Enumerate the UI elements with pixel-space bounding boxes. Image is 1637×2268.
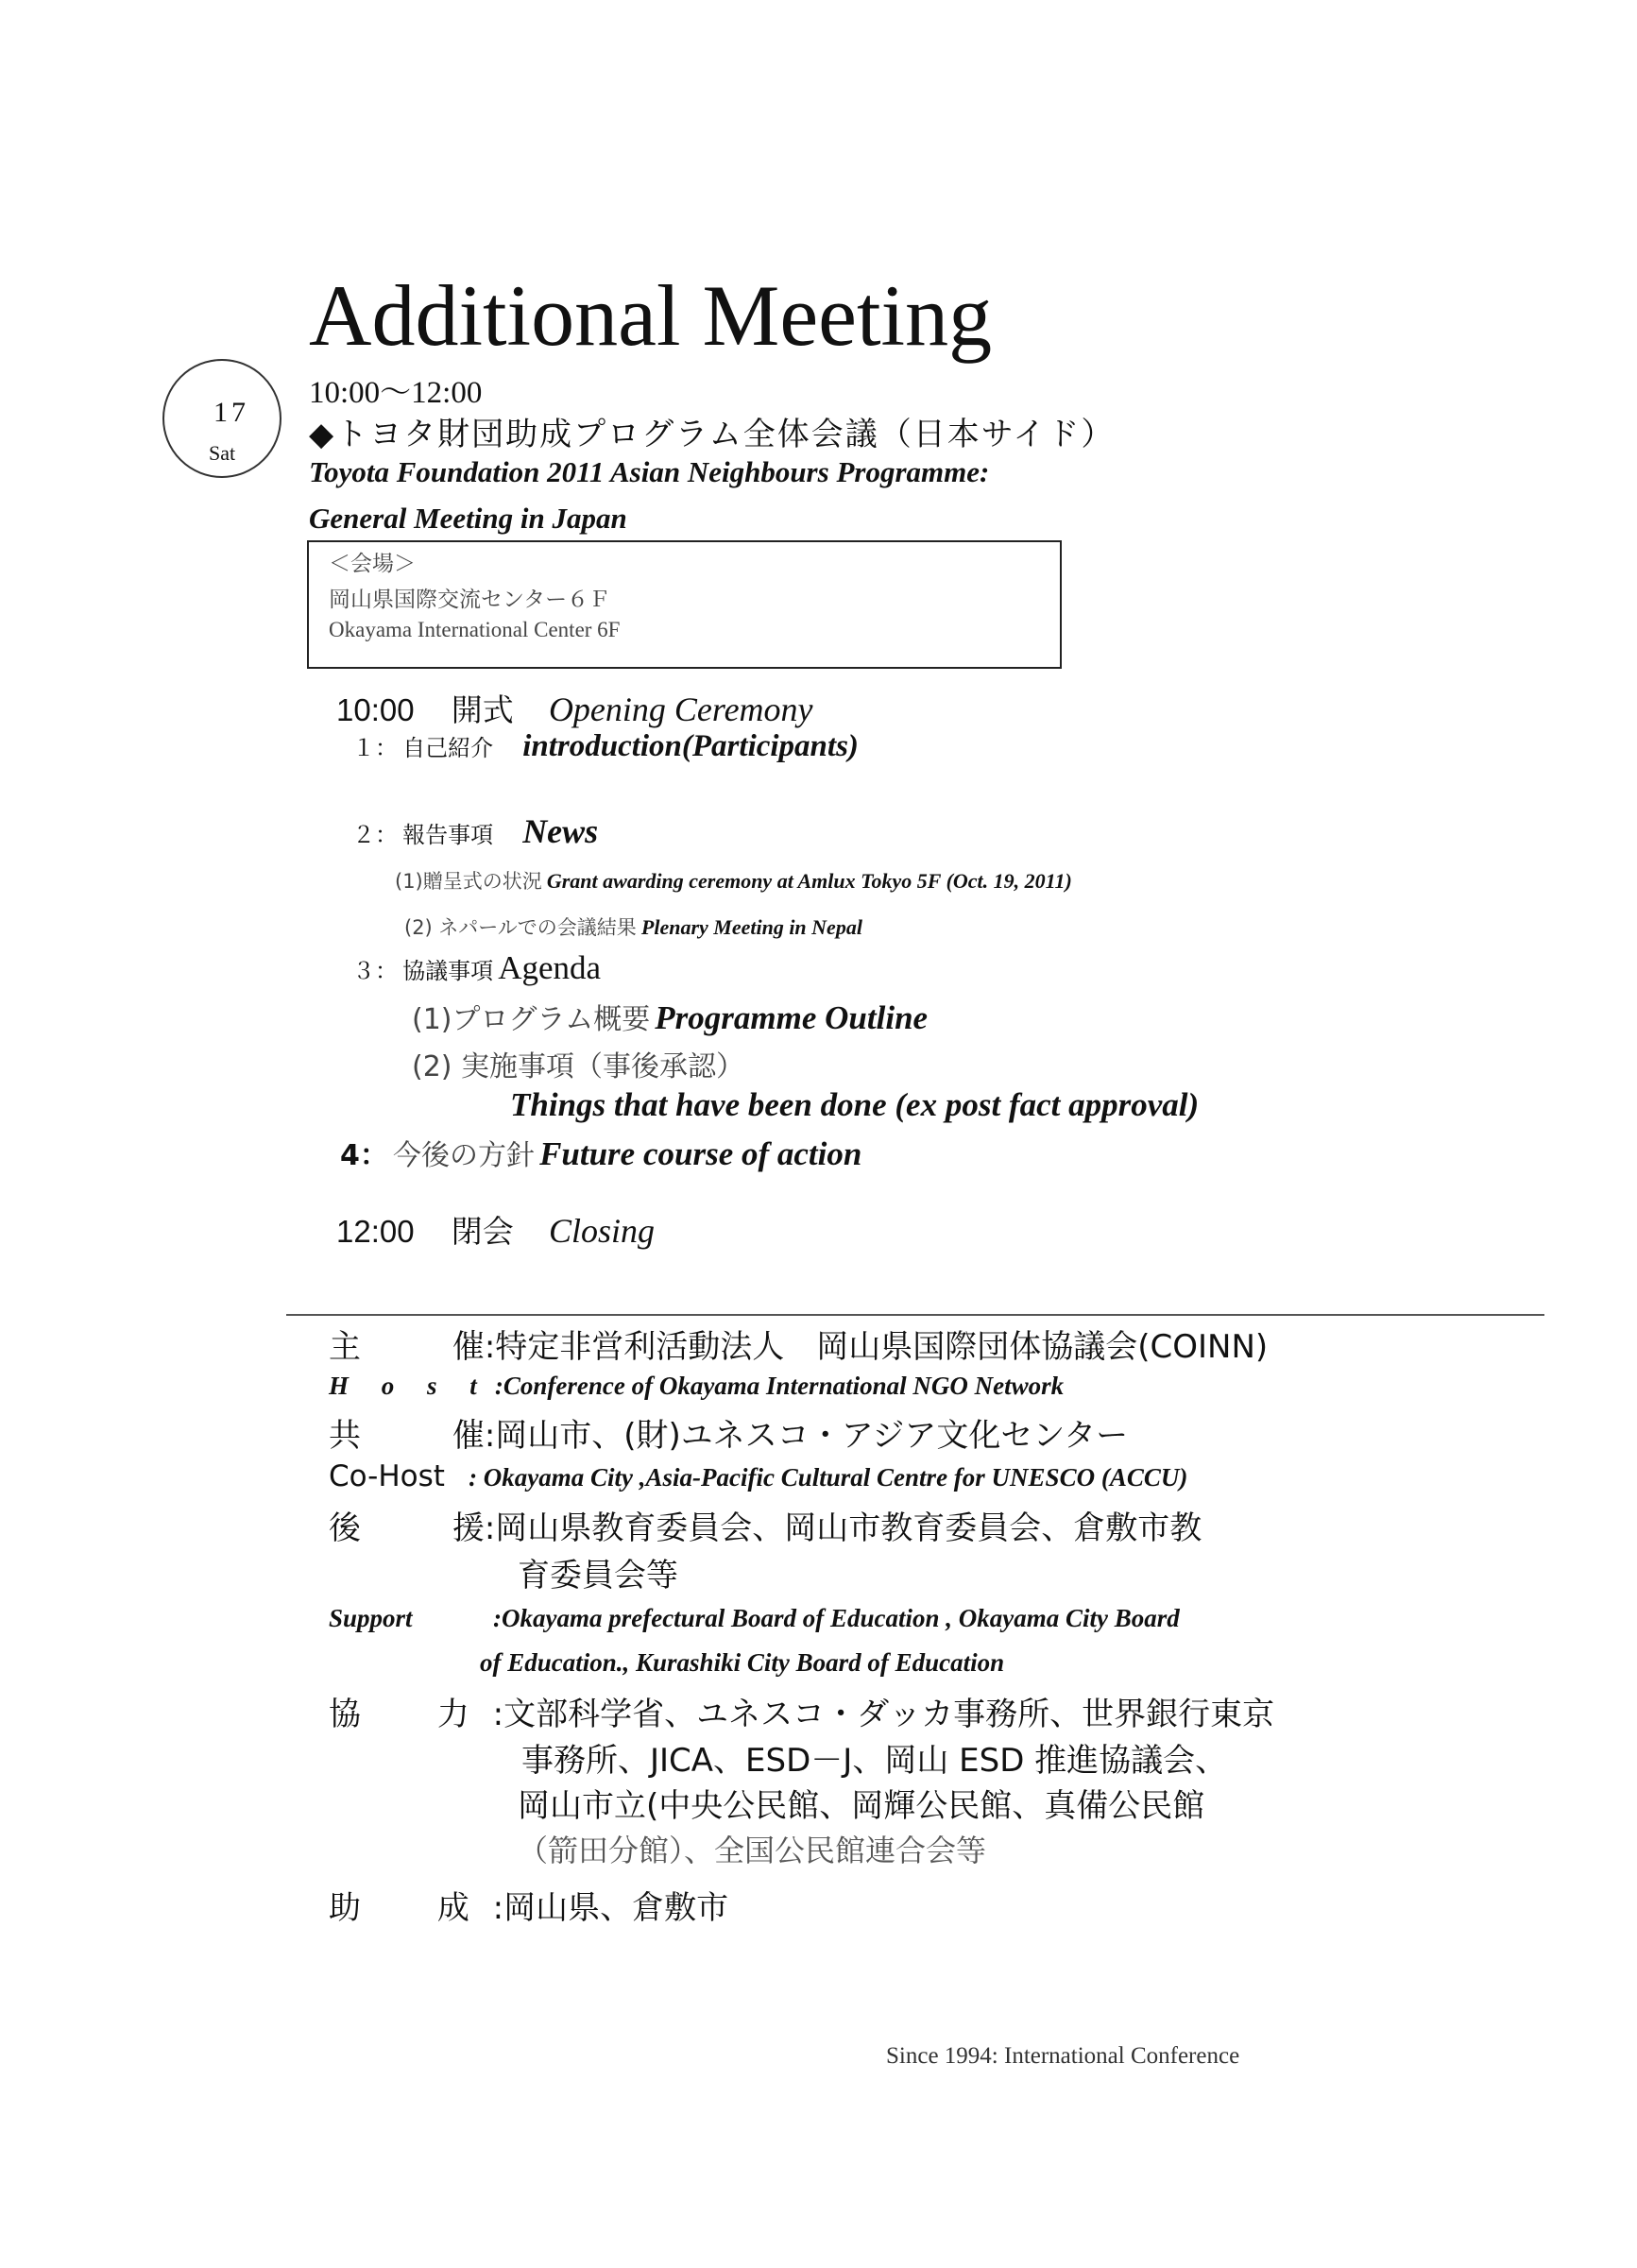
page-title: Additional Meeting (309, 267, 993, 364)
item1-en: introduction(Participants) (522, 729, 859, 763)
item2-num: ２： (352, 822, 398, 848)
item4-num: 4： (340, 1139, 388, 1172)
closing-en: Closing (548, 1212, 655, 1250)
cohost-label-jp2: 催 (452, 1417, 485, 1455)
opening-en: Opening Ceremony (548, 691, 813, 728)
item2-sub1-en: Grant awarding ceremony at Amlux Tokyo 5F (Oct. 19, 2011) (546, 869, 1072, 893)
grant-label-jp: 助 (329, 1889, 361, 1927)
venue-en: Okayama International Center 6F (329, 618, 621, 641)
cohost-jp: :岡山市、(財)ユネスコ・アジア文化センター (484, 1417, 1129, 1455)
item4-jp: 今後の方針 (392, 1139, 535, 1172)
venue-jp: 岡山県国際交流センター６Ｆ (329, 588, 611, 611)
support-label-jp2: 援 (452, 1509, 485, 1547)
support-en-line1: :Okayama prefectural Board of Education , Okayama City Board (493, 1604, 1180, 1632)
item2-sub2 (404, 912, 862, 941)
host-label-jp2: 催 (452, 1328, 485, 1366)
host-row-jp (329, 1321, 1268, 1367)
support-jp-line2: 育委員会等 (518, 1557, 678, 1594)
item3-sub1-jp: (1)プログラム概要 (412, 1003, 651, 1036)
event-title-en-line1: Toyota Foundation 2011 Asian Neighbours Programme: (309, 455, 990, 488)
agenda-item-3 (352, 949, 601, 987)
cohost-row-jp (329, 1409, 1128, 1456)
coop-jp-line3: 岡山市立(中央公民館、岡輝公民館、真備公民館 (518, 1787, 1205, 1825)
coop-row-jp (329, 1688, 1274, 1734)
agenda-item-4 (340, 1132, 861, 1173)
footer-note: Since 1994: International Conference (886, 2043, 1240, 2069)
date-day: 17 (213, 397, 249, 428)
cohost-label-jp: 共 (329, 1417, 361, 1455)
item3-sub1-en: Programme Outline (655, 999, 929, 1036)
item3-sub1 (412, 996, 928, 1037)
item3-sub2-jp: (2) 実施事項（事後承認） (412, 1050, 745, 1083)
coop-jp-line4: （箭田分館）、全国公民館連合会等 (518, 1833, 987, 1868)
grant-label-jp2: 成 (436, 1889, 469, 1927)
agenda-item-2 (352, 811, 598, 851)
support-en-line2: of Education., Kurashiki City Board of Education (480, 1648, 1005, 1677)
support-row-jp (329, 1502, 1202, 1548)
coop-label-jp: 協 (329, 1696, 361, 1733)
item2-sub2-en: Plenary Meeting in Nepal (640, 915, 862, 939)
item2-jp: 報告事項 (402, 822, 494, 848)
item3-sub2-en: Things that have been done (ex post fact approval) (510, 1086, 1200, 1123)
meeting-time: 10:00〜12:00 (309, 376, 483, 410)
host-jp: :特定非営利活動法人 岡山県国際団体協議会(COINN) (484, 1328, 1269, 1366)
closing-time: 12:00 (336, 1214, 415, 1249)
host-en: :Conference of Okayama International NGO Network (494, 1372, 1065, 1400)
opening-row (336, 686, 813, 730)
support-label-en: Support (329, 1604, 413, 1632)
host-row-en (329, 1372, 1064, 1401)
support-jp-line1: :岡山県教育委員会、岡山市教育委員会、倉敷市教 (484, 1509, 1202, 1547)
coop-label-jp2: 力 (436, 1696, 469, 1733)
item2-en: News (522, 812, 599, 850)
item2-sub1 (395, 866, 1072, 895)
closing-row (336, 1207, 655, 1252)
opening-jp: 開式 (451, 692, 514, 727)
grant-row-jp (329, 1882, 728, 1928)
host-label-jp: 主 (329, 1328, 361, 1366)
agenda-item-1 (352, 729, 859, 764)
venue-label: ＜会場＞ (329, 552, 416, 575)
divider (286, 1314, 1544, 1316)
item2-sub1-jp: (1)贈呈式の状況 (395, 870, 542, 893)
item1-jp: 自己紹介 (402, 735, 494, 761)
cohost-en: : Okayama City ,Asia-Pacific Cultural Centre for UNESCO (ACCU) (469, 1463, 1188, 1492)
event-title-en-line2: General Meeting in Japan (309, 502, 627, 535)
item4-en: Future course of action (539, 1135, 862, 1172)
item3-en: Agenda (498, 949, 602, 986)
grant-jp: :岡山県、倉敷市 (492, 1889, 729, 1927)
event-title-jp: ◆トヨタ財団助成プログラム全体会議（日本サイド） (309, 416, 1116, 453)
item1-num: １： (352, 735, 398, 761)
item3-jp: 協議事項 (402, 958, 494, 984)
date-weekday: Sat (209, 441, 236, 465)
opening-time: 10:00 (336, 692, 415, 727)
cohost-row-en (329, 1459, 1187, 1493)
item3-num: ３： (352, 958, 398, 984)
support-label-jp: 後 (329, 1509, 361, 1547)
cohost-label-en: Co-Host (329, 1459, 445, 1493)
item2-sub2-jp: (2) ネパールでの会議結果 (404, 916, 637, 939)
host-label-en: H o s t (329, 1372, 490, 1400)
closing-jp: 閉会 (451, 1214, 514, 1249)
coop-jp-line1: :文部科学省、ユネスコ・ダッカ事務所、世界銀行東京 (492, 1696, 1275, 1733)
coop-jp-line2: 事務所、JICA、ESD－J、岡山 ESD 推進協議会、 (521, 1742, 1228, 1780)
